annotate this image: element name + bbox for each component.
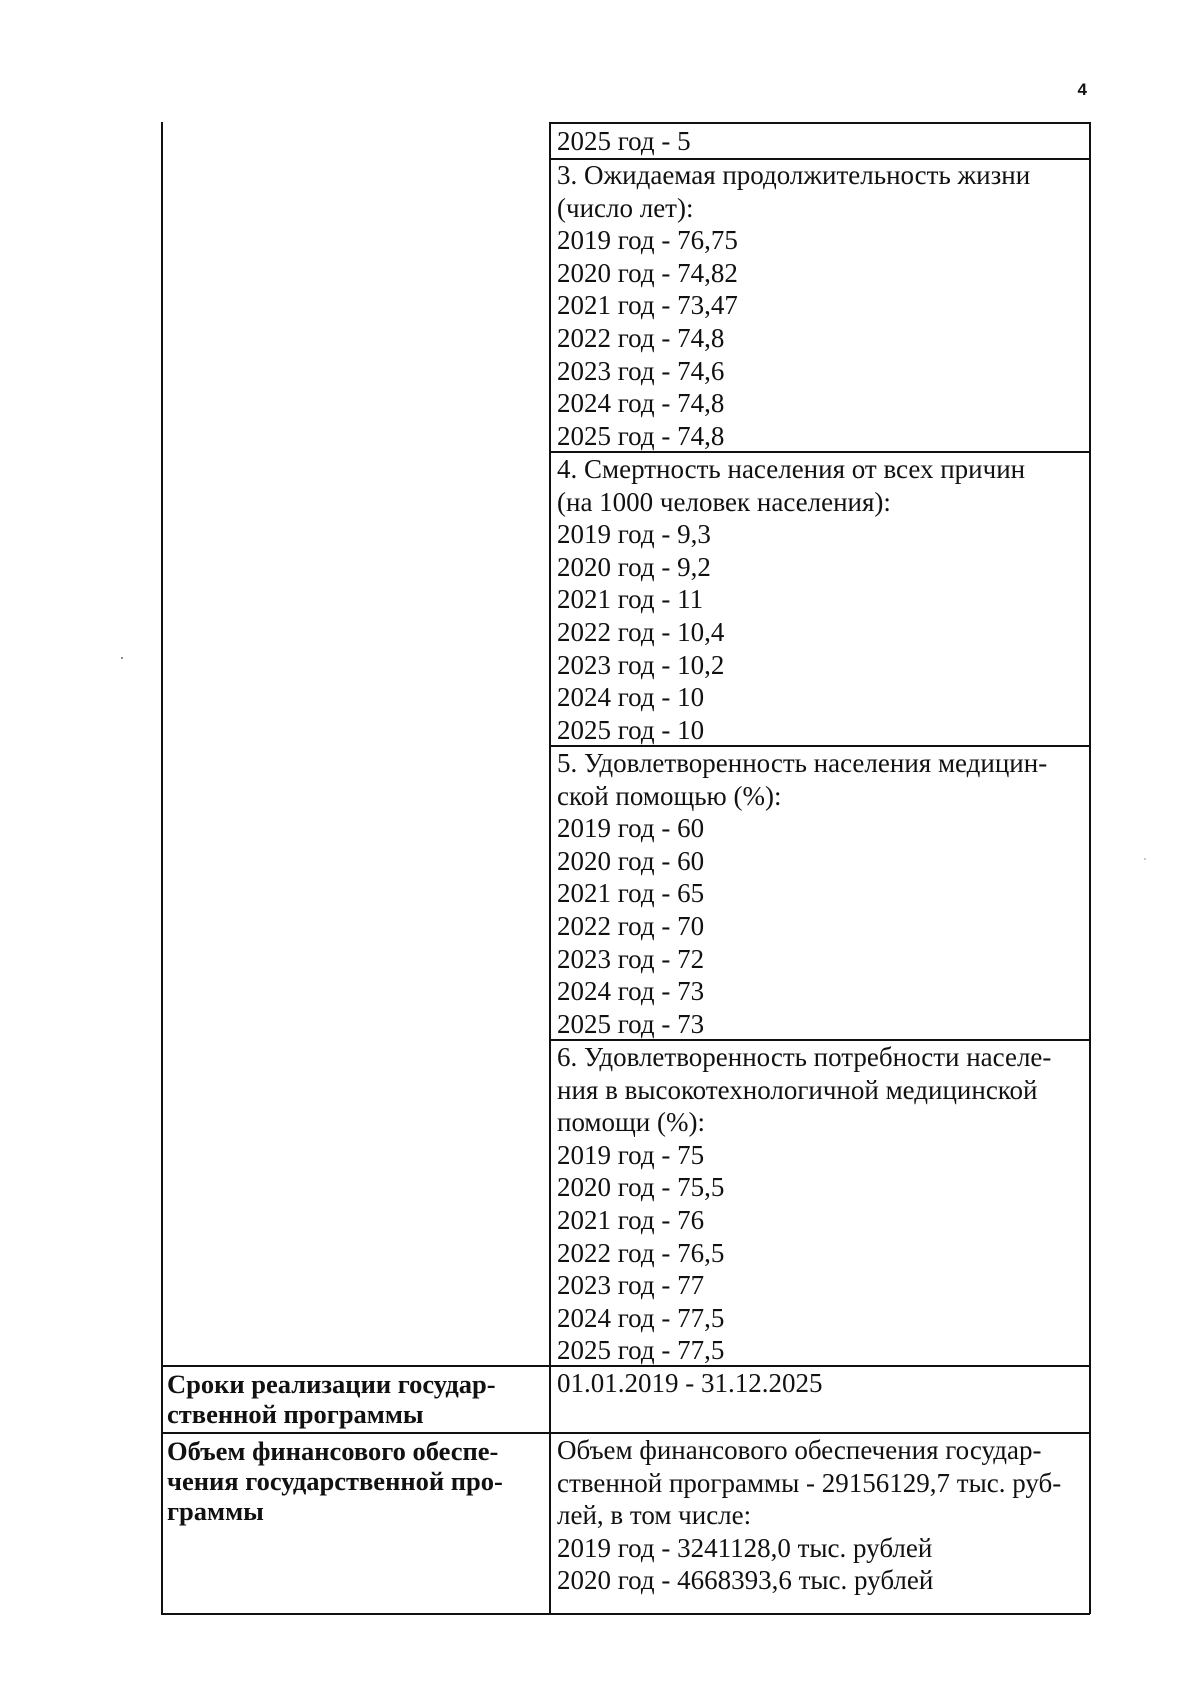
indicator-cell-medical-satisfaction — [557, 747, 1047, 1040]
indicator-title: 3. Ожидаемая продолжительность жизни — [557, 160, 1031, 190]
indicator-value: 2022 год - 74,8 — [557, 322, 725, 353]
indicator-value: 2021 год - 73,47 — [557, 290, 738, 321]
indicator-value: 2023 год - 74,6 — [557, 355, 725, 386]
table-left-border — [161, 122, 163, 1614]
terms-label-line: ственной программы — [167, 1399, 424, 1429]
funding-line: Объем финансового обеспечения государ- — [557, 1435, 1042, 1465]
table-right-border — [1089, 122, 1091, 1614]
indicator-value: 2024 год - 73 — [557, 976, 705, 1007]
indicator-cell-mortality — [557, 453, 1025, 746]
indicator-title: 6. Удовлетворенность потребности населе- — [557, 1042, 1052, 1072]
indicator-value: 2024 год - 77,5 — [557, 1302, 725, 1333]
indicator-value: 2022 год - 76,5 — [557, 1237, 725, 1268]
indicator-title: ния в высокотехнологичной медицинской — [557, 1074, 1038, 1105]
terms-date-range: 01.01.2019 - 31.12.2025 — [557, 1368, 823, 1398]
indicator-value: 2025 год - 74,8 — [557, 420, 725, 451]
indicator-value: 2021 год - 11 — [557, 584, 704, 615]
indicator-value: 2020 год - 75,5 — [557, 1172, 725, 1203]
indicator-line: 2025 год - 5 — [557, 126, 691, 156]
funding-label-line: чения государственной про- — [167, 1466, 503, 1496]
funding-line: лей, в том числе: — [557, 1500, 752, 1531]
funding-label — [167, 1436, 503, 1526]
scan-speck — [1144, 858, 1146, 860]
funding-label-line: Объем финансового обеспе- — [167, 1436, 499, 1466]
indicator-cell-high-tech-care — [557, 1041, 1051, 1367]
terms-label-line: Сроки реализации государ- — [167, 1369, 496, 1399]
terms-value — [557, 1367, 823, 1400]
indicator-value: 2025 год - 77,5 — [557, 1335, 725, 1366]
indicator-value: 2022 год - 70 — [557, 910, 705, 941]
indicator-value: 2019 год - 75 — [557, 1139, 705, 1170]
table-bottom-border — [161, 1613, 1090, 1615]
indicator-value: 2020 год - 9,2 — [557, 551, 711, 582]
funding-line: 2019 год - 3241128,0 тыс. рублей — [557, 1532, 933, 1563]
scan-speck — [121, 657, 123, 659]
indicator-value: 2023 год - 72 — [557, 943, 705, 974]
indicator-cell-life-expectancy — [557, 159, 1030, 452]
indicator-title: (на 1000 человек населения): — [557, 486, 891, 517]
funding-line: 2020 год - 4668393,6 тыс. рублей — [557, 1565, 934, 1596]
indicator-value: 2021 год - 65 — [557, 878, 705, 909]
page-number: 4 — [1077, 80, 1087, 99]
indicator-title: ской помощью (%): — [557, 780, 782, 811]
indicator-value: 2022 год - 10,4 — [557, 616, 725, 647]
indicator-title: 4. Смертность населения от всех причин — [557, 454, 1026, 484]
row-divider — [549, 122, 1090, 124]
indicator-value: 2020 год - 60 — [557, 845, 705, 876]
table-column-divider — [549, 122, 551, 1614]
terms-label — [167, 1369, 496, 1429]
indicator-value: 2019 год - 9,3 — [557, 519, 711, 550]
indicator-title: помощи (%): — [557, 1107, 705, 1138]
indicator-value: 2020 год - 74,82 — [557, 257, 738, 288]
indicator-value: 2019 год - 60 — [557, 813, 705, 844]
indicator-value: 2024 год - 10 — [557, 682, 705, 713]
indicator-value: 2023 год - 10,2 — [557, 649, 725, 680]
indicator-value: 2021 год - 76 — [557, 1204, 705, 1235]
indicator-value: 2024 год - 74,8 — [557, 388, 725, 419]
indicator-title: 5. Удовлетворенность населения медицин- — [557, 748, 1048, 778]
indicator-value: 2019 год - 76,75 — [557, 225, 738, 256]
indicator-value: 2025 год - 73 — [557, 1008, 705, 1039]
indicator-cell — [557, 125, 691, 158]
indicator-value: 2025 год - 10 — [557, 714, 705, 745]
indicator-value: 2023 год - 77 — [557, 1270, 705, 1301]
indicator-title: (число лет): — [557, 192, 694, 223]
funding-value — [557, 1434, 1061, 1597]
funding-line: ственной программы - 29156129,7 тыс. руб- — [557, 1467, 1062, 1498]
funding-label-line: граммы — [167, 1496, 264, 1526]
